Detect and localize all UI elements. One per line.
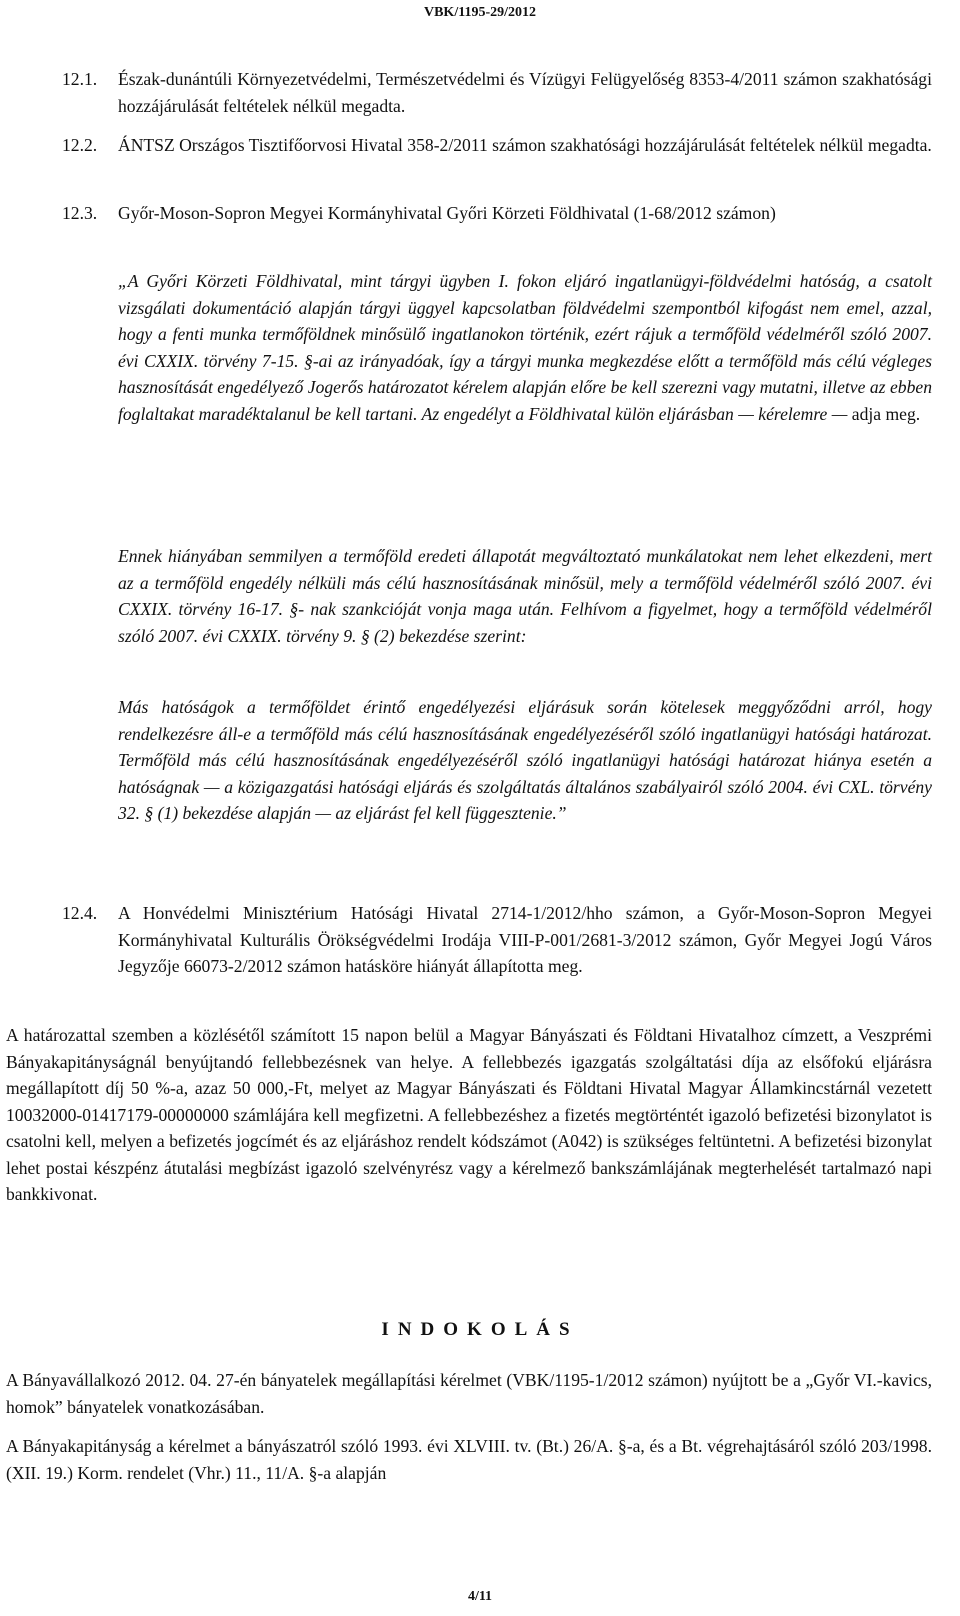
item-number: 12.2. (62, 135, 98, 155)
appeal-paragraph: A határozattal szemben a közlésétől számított 15 napon belül a Magyar Bányászati és Földtani Hivatalhoz címzett, a Veszprémi Bányakapitányságnál benyújtandó fellebbezésnek van helye. A fellebbezés igazgatás szolgáltatási díja az elsőfokú eljárásra megállapított díj 50 %-a, azaz 50 000,-Ft, melyet az Magyar Bányászati és Földtani Hivatal Magyar Államkincstárnál vezetett 10032000-01417179-00000000 számlájára kell megfizetni. A fellebbezéshez a fizetés megtörténtét igazoló befizetési bizonylatot is csatolni kell, melyen a befizetés jogcímét és az eljáráshoz rendelt kódszámot (A042) is szükséges feltüntetni. A befizetési bizonylat lehet postai készpénz átutalási megbízást igazoló szelvényrész vagy a kérelmező bankszámlájának megterhelését tartalmazó napi bankkivonat. (6, 1025, 932, 1204)
item-number: 12.3. (62, 203, 98, 223)
quote-paragraph-1 (118, 268, 932, 427)
item-text: A Honvédelmi Minisztérium Hatósági Hivatal 2714-1/2012/hho számon, a Győr-Moson-Sopron Megyei Kormányhivatal Kulturális Örökségvédelmi Irodája VIII-P-001/2681-3/2012 számon, Győr Megyei Jogú Város Jegyzője 66073-2/2012 számon hatásköre hiányát állapította meg. (118, 903, 932, 976)
item-text: Győr-Moson-Sopron Megyei Kormányhivatal Győri Körzeti Földhivatal (1-68/2012 számon) (118, 203, 776, 223)
quote-paragraph-3: Más hatóságok a termőföldet érintő engedélyezési eljárásuk során kötelesek meggyőződni arról, hogy rendelkezésre áll-e a termőföld más célú hasznosításának engedélyezéséről szóló ingatlanügyi hatósági határozat. Termőföld más célú hasznosításának engedélyezéséről szóló ingatlanügyi hatósági határozat hiánya esetén a hatóságnak — a közigazgatási hatósági eljárás és szolgáltatás általános szabályairól szóló 2004. évi CXL. törvény 32. § (1) bekezdése alapján — az eljárást fel kell függesztenie.” (118, 697, 932, 823)
item-number: 12.1. (62, 69, 98, 89)
item-number: 12.4. (62, 903, 98, 923)
reasoning-paragraph: A Bányavállalkozó 2012. 04. 27-én bányatelek megállapítási kérelmet (VBK/1195-1/2012 számon) nyújtott be a „Győr VI.-kavics, homok” bányatelek vonatkozásában. (6, 1370, 932, 1417)
quote-paragraph-2: Ennek hiányában semmilyen a termőföld eredeti állapotát megváltoztató munkálatokat nem lehet elkezdeni, mert az a termőföld engedély nélküli más célú hasznosításának minősül, mely a termőföld védelméről szóló 2007. évi CXXIX. törvény 16-17. §- nak szankcióját vonja maga után. Felhívom a figyelmet, hogy a termőföld védelméről szóló 2007. évi CXXIX. törvény 9. § (2) bekezdése szerint: (118, 546, 932, 646)
quote-italic-text: „A Győri Körzeti Földhivatal, mint tárgyi ügyben I. fokon eljáró ingatlanügyi-földvédelmi hatóság, a csatolt vizsgálati dokumentáció alapján tárgyi üggyel kapcsolatban földvédelmi szempontból kifogást nem emel, azzal, hogy a fenti munka termőföldnek minősülő ingatlanokon történik, ezért rájuk a termőföld védelméről szóló 2007. évi CXXIX. törvény 7-15. §-ai az irányadóak, így a tárgyi munka megkezdése előtt a termőföld más célú végleges hasznosítását engedélyező Jogerős határozatot kérelem alapján előre be kell szerezni vagy mutatni, illetve az ebben foglaltakat maradéktalanul be kell tartani. Az engedélyt a Földhivatal külön eljárásban — kérelemre — (118, 271, 932, 424)
page-number: 4/11 (467, 1589, 493, 1604)
section-heading: INDOKOLÁS (381, 1319, 579, 1340)
reasoning-paragraph: A Bányakapitányság a kérelmet a bányászatról szóló 1993. évi XLVIII. tv. (Bt.) 26/A. §-a, és a Bt. végrehajtásáról szóló 203/1998. (XII. 19.) Korm. rendelet (Vhr.) 11., 11/A. §-a alapján (6, 1436, 932, 1483)
item-text: Észak-dunántúli Környezetvédelmi, Természetvédelmi és Vízügyi Felügyelőség 8353-4/2011 számon szakhatósági hozzájárulását feltételek nélkül megadta. (118, 69, 932, 116)
item-text: ÁNTSZ Országos Tisztifőorvosi Hivatal 358-2/2011 számon szakhatósági hozzájárulását feltételek nélkül megadta. (118, 135, 932, 155)
document-number: VBK/1195-29/2012 (423, 5, 536, 20)
quote-normal-text: adja meg. (851, 403, 921, 424)
